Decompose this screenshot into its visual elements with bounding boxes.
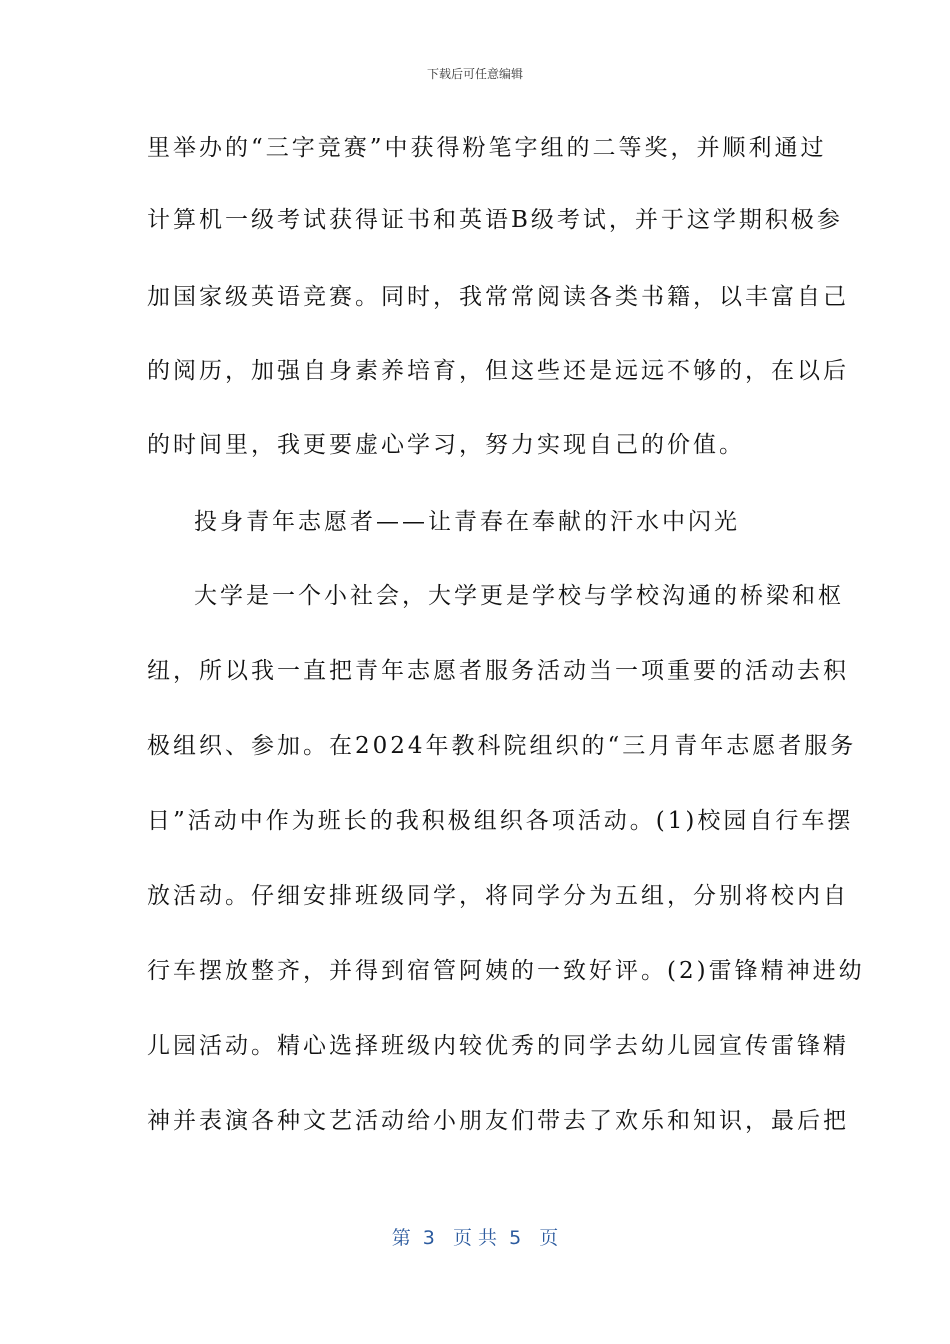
body-line: 神并表演各种文艺活动给小朋友们带去了欢乐和知识，最后把 bbox=[147, 1108, 849, 1134]
body-line: 的阅历，加强自身素养培育，但这些还是远远不够的，在以后 bbox=[147, 358, 849, 384]
body-line: 纽，所以我一直把青年志愿者服务活动当一项重要的活动去积 bbox=[147, 658, 849, 684]
body-line: 日”活动中作为班长的我积极组织各项活动。(1)校园自行车摆 bbox=[147, 808, 854, 834]
section-heading: 投身青年志愿者——让青春在奉献的汗水中闪光 bbox=[194, 509, 740, 535]
body-line: 放活动。仔细安排班级同学，将同学分为五组，分别将校内自 bbox=[147, 883, 849, 909]
body-line: 极组织、参加。在2024年教科院组织的“三月青年志愿者服务 bbox=[147, 733, 857, 759]
page-header: 下载后可任意编辑 bbox=[426, 67, 523, 81]
body-line: 行车摆放整齐，并得到宿管阿姨的一致好评。(2)雷锋精神进幼 bbox=[147, 958, 865, 984]
body-line: 的时间里，我更要虚心学习，努力实现自己的价值。 bbox=[147, 432, 745, 458]
body-line: 加国家级英语竞赛。同时，我常常阅读各类书籍，以丰富自己 bbox=[147, 284, 849, 310]
page-number-footer: 第 3 页 共 5 页 bbox=[391, 1227, 559, 1249]
body-line: 大学是一个小社会，大学更是学校与学校沟通的桥梁和枢 bbox=[194, 583, 844, 609]
body-line: 里举办的“三字竞赛”中获得粉笔字组的二等奖，并顺利通过 bbox=[147, 135, 827, 161]
body-line: 儿园活动。精心选择班级内较优秀的同学去幼儿园宣传雷锋精 bbox=[147, 1033, 849, 1059]
body-line: 计算机一级考试获得证书和英语B级考试，并于这学期积极参 bbox=[147, 207, 843, 233]
